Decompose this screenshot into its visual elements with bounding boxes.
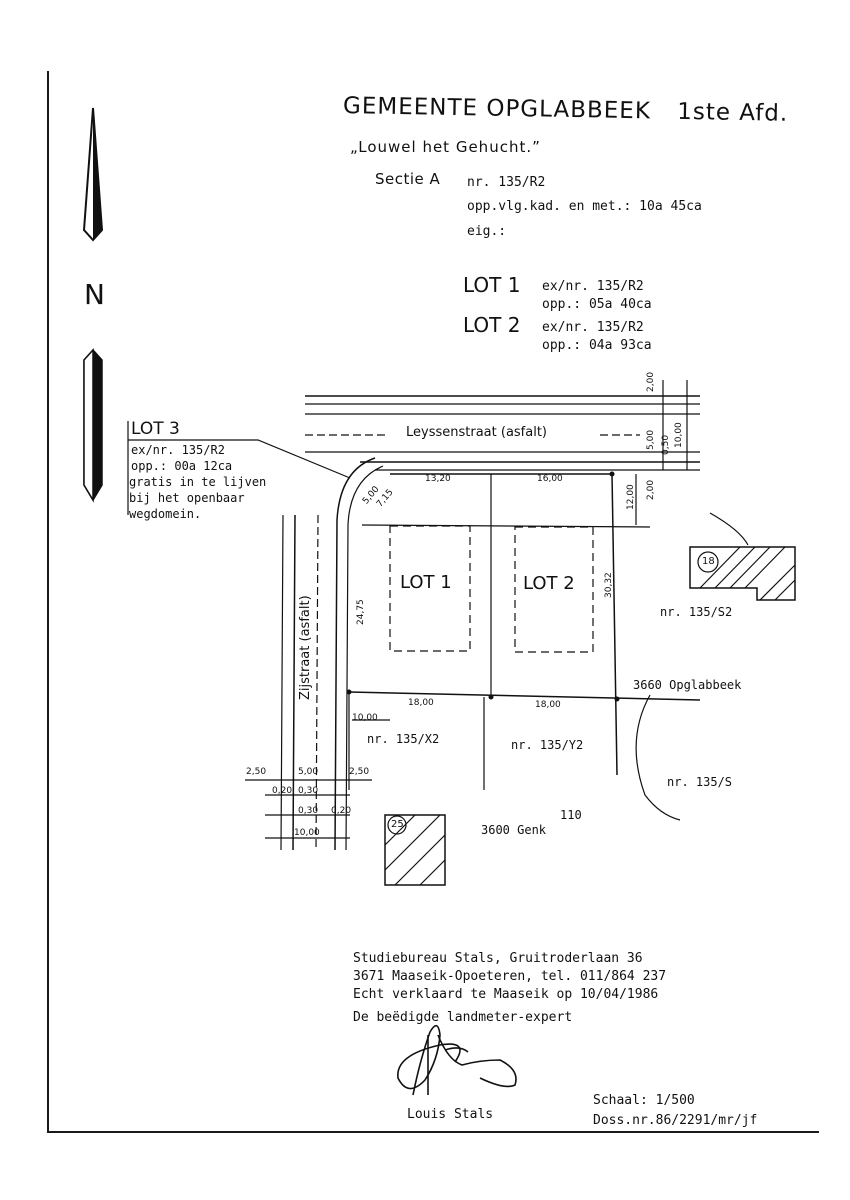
dim-setback: 12,00 xyxy=(626,484,636,510)
locality-subtitle: „Louwel het Gehucht.” xyxy=(350,138,541,156)
lot2-plan-label: LOT 2 xyxy=(523,573,575,594)
dim-rear-lot1: 18,00 xyxy=(408,698,434,708)
dim-corner-b: 7,15 xyxy=(375,487,396,510)
dim-depth-left: 24,75 xyxy=(356,599,366,625)
dim-front-lot1: 13,20 xyxy=(425,474,451,484)
lot2-ref: ex/nr. 135/R2 xyxy=(542,320,644,335)
bureau-line-2: 3671 Maaseik-Opoeteren, tel. 011/864 237 xyxy=(353,969,667,984)
lot2-heading: LOT 2 xyxy=(463,313,521,337)
dim-depth-right: 30,32 xyxy=(604,572,614,598)
lot3-note-line: gratis in te lijven xyxy=(129,475,267,489)
lot3-ref: ex/nr. 135/R2 xyxy=(131,443,225,457)
parcel-s2-label: nr. 135/S2 xyxy=(660,605,733,619)
owner-line: eig.: xyxy=(467,224,507,239)
dim-side-10: 10,00 xyxy=(352,713,378,723)
municipality-right-label: 3660 Opglabbeek xyxy=(633,678,742,692)
parcel-s-label: nr. 135/S xyxy=(667,775,733,789)
scale-label: Schaal: 1/500 xyxy=(593,1093,695,1108)
parcel-y2-label: nr. 135/Y2 xyxy=(511,738,584,752)
house-number-25: 25 xyxy=(391,819,404,830)
surveyor-title: De beëdigde landmeter-expert xyxy=(353,1010,573,1025)
parcel-110-label: 110 xyxy=(560,808,582,822)
signer-name: Louis Stals xyxy=(407,1107,494,1122)
division-label: 1ste Afd. xyxy=(676,98,789,127)
dim-top-050: 0,50 xyxy=(661,434,671,455)
lot2-area: opp.: 04a 93ca xyxy=(542,338,652,353)
street-label-side: Zijstraat (asfalt) xyxy=(298,595,313,700)
area-line: opp.vlg.kad. en met.: 10a 45ca xyxy=(467,199,702,214)
dim-rear-lot2: 18,00 xyxy=(535,700,561,710)
certified-line: Echt verklaard te Maaseik op 10/04/1986 xyxy=(353,987,659,1002)
dim-road-c: 2,50 xyxy=(349,767,370,777)
dim-road-a: 2,50 xyxy=(246,767,267,777)
municipality-bottom-label: 3600 Genk xyxy=(481,823,547,837)
lot3-area: opp.: 00a 12ca xyxy=(131,459,233,473)
municipality-title: GEMEENTE OPGLABBEEK xyxy=(342,93,652,125)
dossier-label: Doss.nr.86/2291/mr/jf xyxy=(593,1113,758,1128)
dim-top-200b: 2,00 xyxy=(646,479,656,500)
lot1-heading: LOT 1 xyxy=(463,273,521,297)
street-label-main: Leyssenstraat (asfalt) xyxy=(403,425,550,440)
dim-corner-a: 5,00 xyxy=(361,484,382,507)
lot3-note-line: bij het openbaar xyxy=(129,491,245,505)
parcel-number: nr. 135/R2 xyxy=(467,175,546,190)
dim-road-e: 0,30 xyxy=(298,786,319,796)
bureau-line-1: Studiebureau Stals, Gruitroderlaan 36 xyxy=(353,951,643,966)
dim-road-h: 10,00 xyxy=(294,828,320,838)
house-number-18: 18 xyxy=(702,556,715,567)
lot3-heading: LOT 3 xyxy=(131,419,180,439)
north-label: N xyxy=(84,278,105,311)
lot1-plan-label: LOT 1 xyxy=(400,572,452,593)
dim-road-d: 0,20 xyxy=(272,786,293,796)
lot3-note-line: wegdomein. xyxy=(129,507,202,521)
dim-top-200: 2,00 xyxy=(646,371,656,392)
dim-top-500: 5,00 xyxy=(646,429,656,450)
dim-top-1000: 10,00 xyxy=(674,422,684,448)
dim-road-g: 0,20 xyxy=(331,806,352,816)
parcel-x2-label: nr. 135/X2 xyxy=(367,732,440,746)
lot1-ref: ex/nr. 135/R2 xyxy=(542,279,644,294)
dim-road-b: 5,00 xyxy=(298,767,319,777)
dim-front-lot2: 16,00 xyxy=(537,474,563,484)
sectie-label: Sectie A xyxy=(375,170,441,188)
dim-road-f: 0,30 xyxy=(298,806,319,816)
lot1-area: opp.: 05a 40ca xyxy=(542,297,652,312)
